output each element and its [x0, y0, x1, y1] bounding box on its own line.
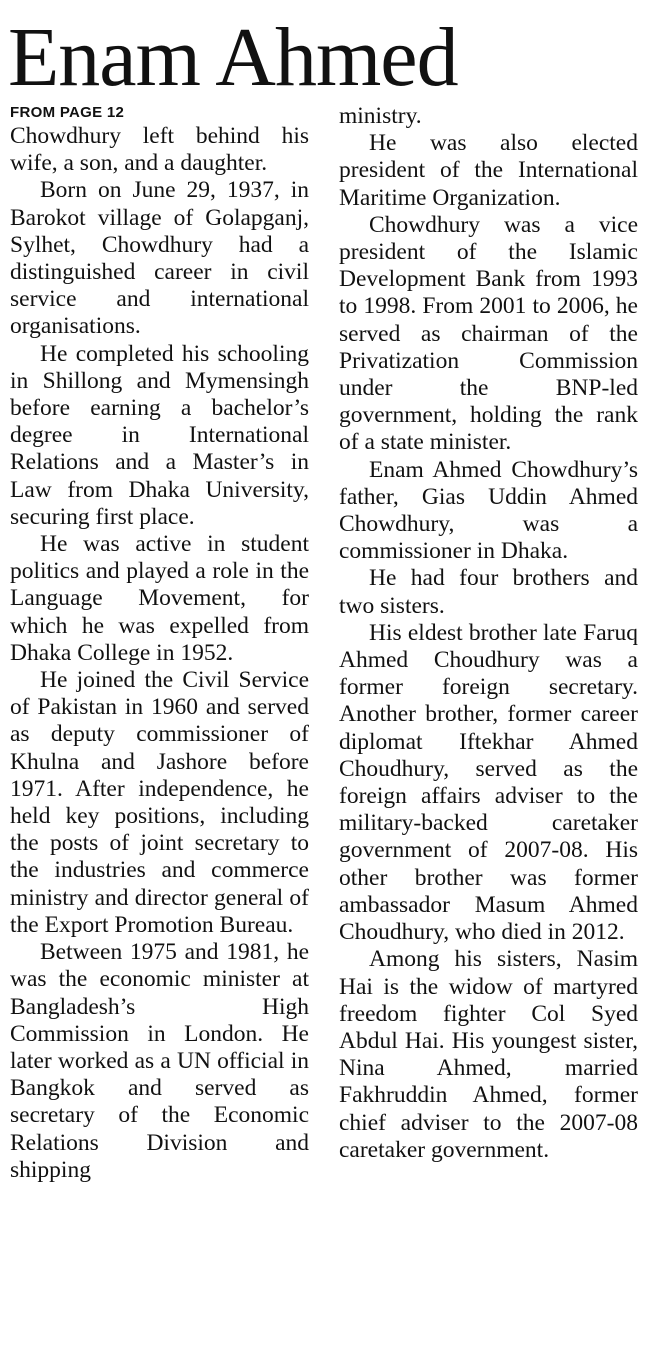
paragraph: He had four brothers and two sisters.	[339, 565, 638, 619]
article-column-left	[10, 103, 309, 1184]
paragraph: Chowdhury left behind his wife, a son, and a daughter.	[10, 123, 309, 177]
paragraph: Born on June 29, 1937, in Barokot village of Golapganj, Sylhet, Chowdhury had a distinguished career in civil service and international organisations.	[10, 177, 309, 340]
paragraph: Enam Ahmed Chowdhury’s father, Gias Uddin Ahmed Chowdhury, was a commissioner in Dhaka.	[339, 456, 638, 565]
paragraph: Between 1975 and 1981, he was the economic minister at Bangladesh’s High Commission in London. He later worked as a UN official in Bangkok and served as secretary of the Economic Relations Division and shipping	[10, 939, 309, 1183]
paragraph: He was also elected president of the International Maritime Organization.	[339, 130, 638, 211]
paragraph: Among his sisters, Nasim Hai is the widow of martyred freedom fighter Col Syed Abdul Hai. His youngest sister, Nina Ahmed, married Fakhruddin Ahmed, former chief adviser to the 2007-08 caretaker government.	[339, 946, 638, 1163]
jump-label: FROM PAGE 12	[10, 104, 125, 121]
paragraph: His eldest brother late Faruq Ahmed Choudhury was a former foreign secretary. Another brother, former career diplomat Iftekhar Ahmed Choudhury, served as the foreign affairs adviser to the military-backed caretaker government of 2007-08. His other brother was former ambassador Masum Ahmed Choudhury, who died in 2012.	[339, 619, 638, 946]
paragraph: Chowdhury was a vice president of the Islamic Development Bank from 1993 to 1998. From 2001 to 2006, he served as chairman of the Privatization Commission under the BNP-led government, holding the rank of a state minister.	[339, 211, 638, 456]
paragraph: He joined the Civil Service of Pakistan in 1960 and served as deputy commissioner of Khulna and Jashore before 1971. After independence, he held key positions, including the posts of joint secretary to the industries and commerce ministry and director general of the Export Promotion Bureau.	[10, 667, 309, 938]
paragraph: ministry.	[339, 103, 422, 129]
headline: Enam Ahmed	[8, 11, 458, 104]
paragraph: He was active in student politics and played a role in the Language Movement, for which he was expelled from Dhaka College in 1952.	[10, 531, 309, 666]
article-column-right	[339, 103, 638, 1164]
paragraph: He completed his schooling in Shillong and Mymensingh before earning a bachelor’s degree in International Relations and a Master’s in Law from Dhaka University, securing first place.	[10, 340, 309, 530]
